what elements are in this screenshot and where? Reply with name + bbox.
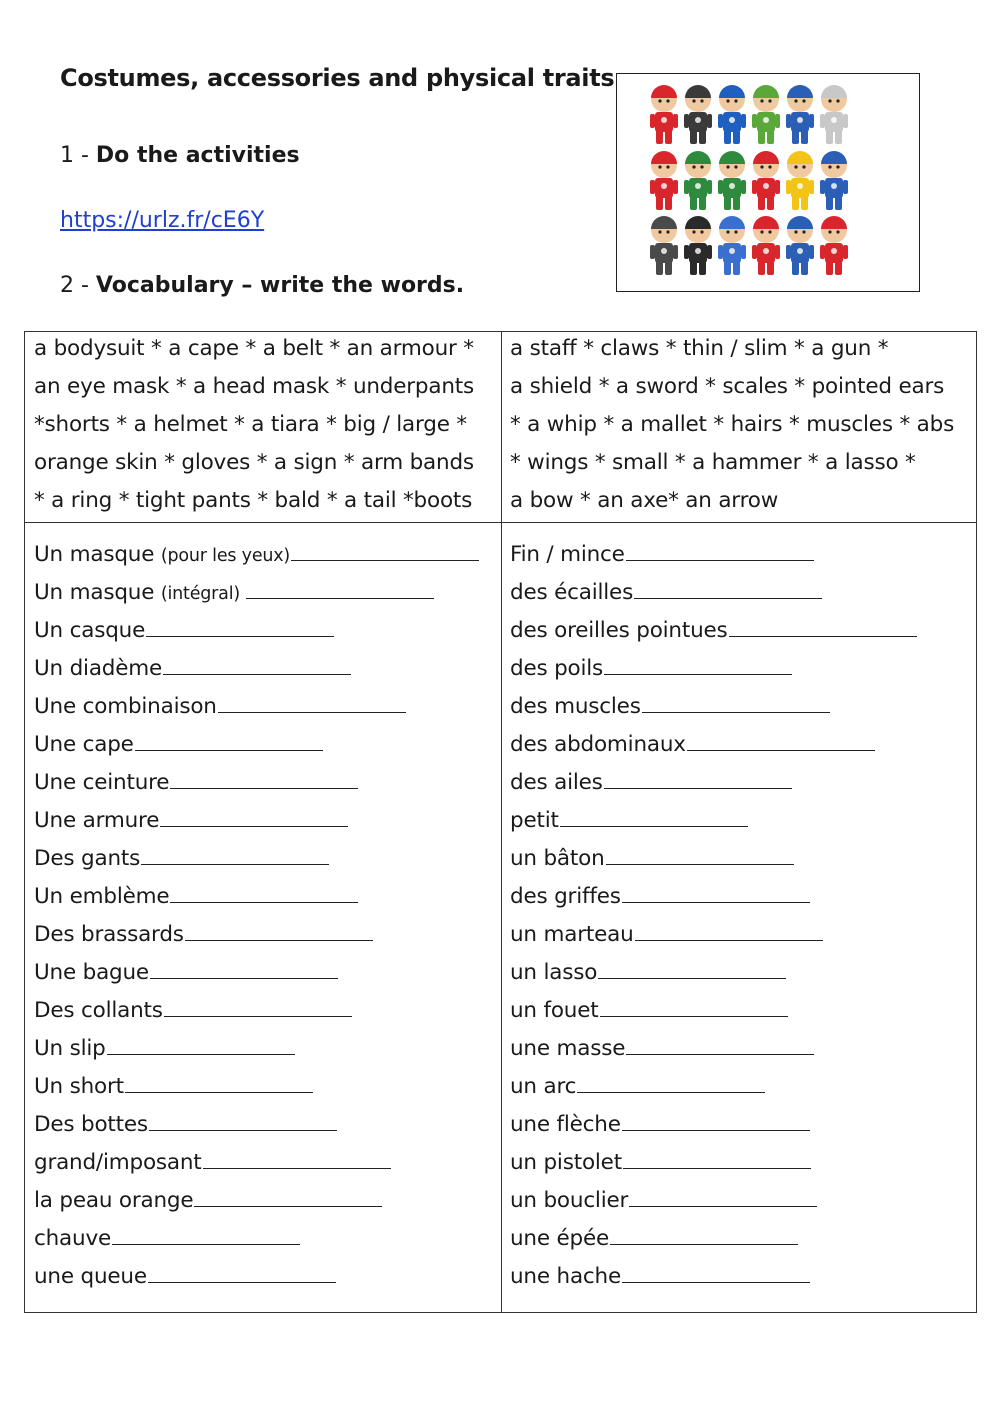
answer-blank[interactable]	[560, 804, 748, 827]
answer-blank[interactable]	[635, 918, 823, 941]
step-2-text: Vocabulary – write the words.	[95, 273, 465, 298]
list-item	[510, 802, 917, 840]
answer-blank[interactable]	[642, 690, 830, 713]
item-word: chauve	[34, 1226, 111, 1251]
hero-figure	[786, 85, 814, 144]
item-word: des ailes	[510, 770, 603, 795]
answer-blank[interactable]	[604, 766, 792, 789]
item-word: un lasso	[510, 960, 598, 985]
answer-blank[interactable]	[610, 1222, 798, 1245]
answer-blank[interactable]	[626, 1032, 814, 1055]
item-word: Une cape	[34, 732, 134, 757]
answer-blank[interactable]	[634, 576, 822, 599]
answer-blank[interactable]	[687, 728, 875, 751]
item-word: Des gants	[34, 846, 141, 871]
word-bank-right	[510, 330, 954, 520]
answer-blank[interactable]	[148, 1260, 336, 1283]
list-item	[510, 612, 917, 650]
list-item	[510, 840, 917, 878]
item-word: Un emblème	[34, 884, 170, 909]
list-item	[34, 878, 479, 916]
item-word: la peau orange	[34, 1188, 194, 1213]
list-item	[34, 840, 479, 878]
word-bank-left	[34, 330, 474, 520]
item-word: Une armure	[34, 808, 160, 833]
item-note: (intégral)	[160, 584, 246, 604]
list-item	[34, 1258, 479, 1296]
item-word: grand/imposant	[34, 1150, 202, 1175]
list-item	[34, 650, 479, 688]
hero-figure	[718, 216, 746, 275]
answer-blank[interactable]	[146, 614, 334, 637]
list-item	[510, 1220, 917, 1258]
item-word: des oreilles pointues	[510, 618, 728, 643]
answer-blank[interactable]	[291, 538, 479, 561]
list-item	[34, 954, 479, 992]
item-word: des abdominaux	[510, 732, 686, 757]
list-item	[34, 612, 479, 650]
list-item	[34, 688, 479, 726]
page-title: Costumes, accessories and physical traits	[60, 64, 615, 92]
hero-figure	[786, 151, 814, 210]
list-item	[510, 878, 917, 916]
list-item	[34, 992, 479, 1030]
hero-figure	[684, 216, 712, 275]
item-word: un arc	[510, 1074, 577, 1099]
item-word: un marteau	[510, 922, 634, 947]
list-item	[510, 688, 917, 726]
item-word: Une bague	[34, 960, 149, 985]
french-list-right	[510, 536, 917, 1296]
hero-figure	[718, 151, 746, 210]
list-item	[510, 1182, 917, 1220]
step-2-number: 2 -	[60, 273, 96, 298]
item-word: Un casque	[34, 618, 146, 643]
answer-blank[interactable]	[577, 1070, 765, 1093]
list-item	[510, 726, 917, 764]
item-word: un bâton	[510, 846, 605, 871]
hero-figure	[752, 85, 780, 144]
hero-figure	[752, 216, 780, 275]
item-word: Un masque	[34, 542, 161, 567]
list-item	[510, 1144, 917, 1182]
hero-figure	[684, 85, 712, 144]
column-divider	[501, 332, 502, 1312]
item-word: Une ceinture	[34, 770, 170, 795]
item-word: un fouet	[510, 998, 599, 1023]
item-word: une hache	[510, 1264, 621, 1289]
item-word: une masse	[510, 1036, 626, 1061]
hero-figure	[752, 151, 780, 210]
answer-blank[interactable]	[107, 1032, 295, 1055]
answer-blank[interactable]	[622, 1108, 810, 1131]
item-word: un bouclier	[510, 1188, 629, 1213]
item-word: Fin / mince	[510, 542, 625, 567]
list-item	[34, 1030, 479, 1068]
list-item	[34, 536, 479, 574]
item-word: une épée	[510, 1226, 610, 1251]
list-item	[34, 1106, 479, 1144]
list-item	[510, 1068, 917, 1106]
list-item	[34, 574, 479, 612]
answer-blank[interactable]	[149, 1108, 337, 1131]
list-item	[34, 764, 479, 802]
step-1-text: Do the activities	[95, 143, 300, 168]
step-2-instruction	[60, 273, 464, 298]
item-word: Des bottes	[34, 1112, 148, 1137]
answer-blank[interactable]	[194, 1184, 382, 1207]
row-divider	[25, 522, 976, 523]
answer-blank[interactable]	[164, 994, 352, 1017]
item-word: des écailles	[510, 580, 634, 605]
list-item	[510, 1030, 917, 1068]
item-word: un pistolet	[510, 1150, 622, 1175]
answer-blank[interactable]	[203, 1146, 391, 1169]
list-item	[510, 1258, 917, 1296]
hero-figure	[820, 216, 848, 275]
hero-figure	[820, 151, 848, 210]
list-item	[510, 574, 917, 612]
answer-blank[interactable]	[170, 880, 358, 903]
list-item	[510, 992, 917, 1030]
list-item	[34, 1182, 479, 1220]
item-word: Des collants	[34, 998, 163, 1023]
list-item	[34, 1068, 479, 1106]
hero-figure	[684, 151, 712, 210]
item-word: des griffes	[510, 884, 621, 909]
word-bank-line: * a whip * a mallet * hairs * muscles * abs	[510, 412, 955, 437]
answer-blank[interactable]	[622, 880, 810, 903]
french-list-left	[34, 536, 479, 1296]
item-word: Un slip	[34, 1036, 106, 1061]
step-1-number: 1 -	[60, 143, 96, 168]
answer-blank[interactable]	[729, 614, 917, 637]
item-word: Un masque	[34, 580, 161, 605]
item-word: des muscles	[510, 694, 641, 719]
answer-blank[interactable]	[163, 652, 351, 675]
list-item	[34, 916, 479, 954]
list-item	[510, 650, 917, 688]
hero-figure	[650, 216, 678, 275]
answer-blank[interactable]	[112, 1222, 300, 1245]
answer-blank[interactable]	[185, 918, 373, 941]
answer-blank[interactable]	[622, 1260, 810, 1283]
item-word: petit	[510, 808, 559, 833]
answer-blank[interactable]	[629, 1184, 817, 1207]
activities-link[interactable]: https://urlz.fr/cE6Y	[60, 208, 265, 233]
hero-figure	[786, 216, 814, 275]
list-item	[34, 1220, 479, 1258]
answer-blank[interactable]	[246, 576, 434, 599]
list-item	[34, 726, 479, 764]
word-bank-line: a bodysuit * a cape * a belt * an armour *	[34, 336, 474, 361]
answer-blank[interactable]	[170, 766, 358, 789]
answer-blank[interactable]	[623, 1146, 811, 1169]
list-item	[34, 1144, 479, 1182]
word-bank-line: *shorts * a helmet * a tiara * big / large *	[34, 412, 467, 437]
answer-blank[interactable]	[218, 690, 406, 713]
hero-figure	[650, 151, 678, 210]
list-item	[34, 802, 479, 840]
item-word: des poils	[510, 656, 604, 681]
item-word: Des brassards	[34, 922, 184, 947]
step-1-instruction	[60, 143, 300, 168]
answer-blank[interactable]	[125, 1070, 313, 1093]
hero-figure	[650, 85, 678, 144]
hero-figure	[820, 85, 848, 144]
list-item	[510, 916, 917, 954]
item-word: Un diadème	[34, 656, 163, 681]
word-bank-line: a bow * an axe* an arrow	[510, 488, 779, 513]
word-bank-line: a shield * a sword * scales * pointed ears	[510, 374, 945, 399]
answer-blank[interactable]	[600, 994, 788, 1017]
item-note: (pour les yeux)	[160, 546, 291, 566]
answer-blank[interactable]	[598, 956, 786, 979]
item-word: une flèche	[510, 1112, 621, 1137]
word-bank-line: an eye mask * a head mask * underpants	[34, 374, 474, 399]
superhero-kids-icon	[617, 74, 918, 290]
item-word: Une combinaison	[34, 694, 217, 719]
answer-blank[interactable]	[606, 842, 794, 865]
answer-blank[interactable]	[135, 728, 323, 751]
vocabulary-table	[24, 331, 977, 1313]
item-word: Un short	[34, 1074, 124, 1099]
word-bank-line: a staff * claws * thin / slim * a gun *	[510, 336, 889, 361]
word-bank-line: * wings * small * a hammer * a lasso *	[510, 450, 916, 475]
hero-figure	[718, 85, 746, 144]
answer-blank[interactable]	[150, 956, 338, 979]
list-item	[510, 536, 917, 574]
list-item	[510, 1106, 917, 1144]
word-bank-line: orange skin * gloves * a sign * arm bands	[34, 450, 474, 475]
item-word: une queue	[34, 1264, 147, 1289]
answer-blank[interactable]	[626, 538, 814, 561]
answer-blank[interactable]	[160, 804, 348, 827]
answer-blank[interactable]	[141, 842, 329, 865]
list-item	[510, 954, 917, 992]
superheroes-image	[616, 73, 920, 292]
word-bank-line: * a ring * tight pants * bald * a tail *boots	[34, 488, 473, 513]
answer-blank[interactable]	[604, 652, 792, 675]
list-item	[510, 764, 917, 802]
